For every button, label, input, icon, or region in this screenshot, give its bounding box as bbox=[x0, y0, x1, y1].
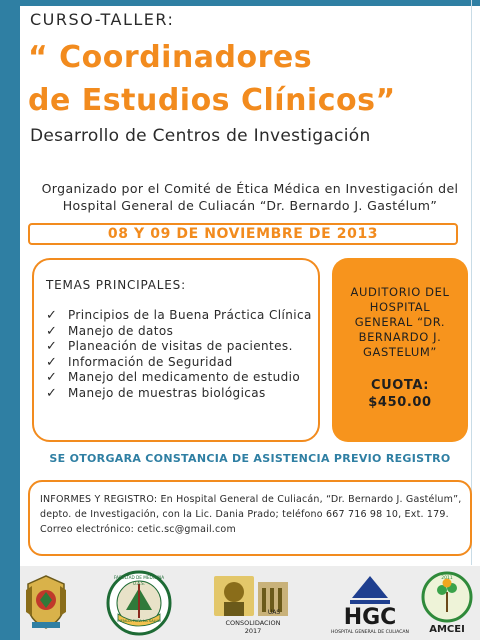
checkmark-icon: ✓ bbox=[46, 370, 58, 385]
topic-item: ✓ Manejo de muestras biológicas bbox=[46, 385, 266, 401]
info-line-3: Correo electrónico: cetic.sc@gmail.com bbox=[40, 524, 236, 535]
info-registration-box bbox=[28, 480, 472, 556]
topic-item: ✓ Principios de la Buena Práctica Clínica bbox=[46, 308, 312, 323]
checkmark-icon: ✓ bbox=[46, 308, 58, 323]
consolidacion-text: CONSOLIDACION bbox=[225, 619, 281, 627]
hgc-text: HGC bbox=[343, 605, 397, 630]
organizer-text bbox=[28, 180, 472, 214]
organizer-line-1: Organizado por el Comité de Ética Médica en Investigación del bbox=[41, 181, 459, 196]
faculty-medicine-logo bbox=[104, 570, 174, 636]
course-kicker: CURSO-TALLER: bbox=[30, 10, 175, 29]
subtitle: Desarrollo de Centros de Investigación bbox=[30, 126, 371, 146]
certificate-notice: SE OTORGARA CONSTANCIA DE ASISTENCIA PREVIO REGISTRO bbox=[49, 452, 451, 465]
faculty-seal-icon bbox=[104, 570, 174, 636]
hgc-subtext: HOSPITAL GENERAL DE CULIACAN bbox=[331, 630, 409, 635]
checkmark-icon: ✓ bbox=[46, 354, 58, 370]
checkmark-icon: ✓ bbox=[46, 339, 58, 354]
top-accent-bar bbox=[0, 0, 480, 6]
faculty-ribbon-text: CIENCIA PARA LA SALUD bbox=[117, 619, 161, 623]
left-accent-bar bbox=[0, 0, 20, 640]
hgc-mark-icon bbox=[330, 570, 410, 636]
faculty-name-text: FACULTAD DE MEDICINA bbox=[113, 575, 165, 580]
amcei-year-text: 2011 bbox=[441, 576, 453, 581]
topics-heading: TEMAS PRINCIPALES: bbox=[46, 278, 186, 292]
right-divider bbox=[471, 0, 472, 565]
date-banner: 08 Y 09 DE NOVIEMBRE DE 2013 bbox=[28, 223, 458, 245]
fee-value: $450.00 bbox=[368, 395, 432, 410]
topic-item: ✓ Información de Seguridad bbox=[46, 354, 233, 370]
amcei-logo bbox=[418, 570, 476, 636]
topics-panel bbox=[32, 258, 320, 442]
checkmark-icon: ✓ bbox=[46, 385, 58, 401]
topics-list bbox=[46, 308, 314, 401]
amcei-seal-icon bbox=[418, 570, 476, 636]
topic-item: ✓ Planeación de visitas de pacientes. bbox=[46, 339, 293, 354]
consolidacion-year-text: 2017 bbox=[244, 627, 262, 635]
sponsor-logo-strip bbox=[20, 566, 480, 640]
hgc-logo bbox=[330, 570, 410, 636]
title-line-1: “ Coordinadores bbox=[28, 40, 313, 75]
info-line-1: INFORMES Y REGISTRO: En Hospital General de Culiacán, “Dr. Bernardo J. Gastélum”, bbox=[40, 494, 462, 505]
organizer-line-2: Hospital General de Culiacán “Dr. Bernardo J. Gastélum” bbox=[62, 198, 438, 213]
amcei-text: AMCEI bbox=[429, 624, 465, 635]
info-line-2: depto. de Investigación, con la Lic. Dania Prado; teléfono 667 716 98 10, Ext. 179. bbox=[40, 509, 449, 520]
consolidacion-logo bbox=[208, 570, 298, 636]
fee-label: CUOTA: bbox=[370, 378, 430, 393]
checkmark-icon: ✓ bbox=[46, 323, 58, 339]
consolidacion-building-icon bbox=[208, 570, 298, 636]
title-line-2: de Estudios Clínicos” bbox=[28, 83, 396, 118]
faculty-sub-text: U.A.S. bbox=[133, 581, 145, 586]
topic-item: ✓ Manejo del medicamento de estudio bbox=[46, 370, 301, 385]
consolidacion-uas-text: UAS bbox=[267, 609, 281, 616]
venue-panel bbox=[332, 258, 468, 442]
topic-item: ✓ Manejo de datos bbox=[46, 323, 174, 339]
crest-logo bbox=[24, 570, 68, 636]
crest-icon bbox=[24, 570, 68, 636]
venue-text: AUDITORIO DEL HOSPITAL GENERAL “DR. BERNARDO J. GASTELUM” bbox=[350, 285, 450, 359]
